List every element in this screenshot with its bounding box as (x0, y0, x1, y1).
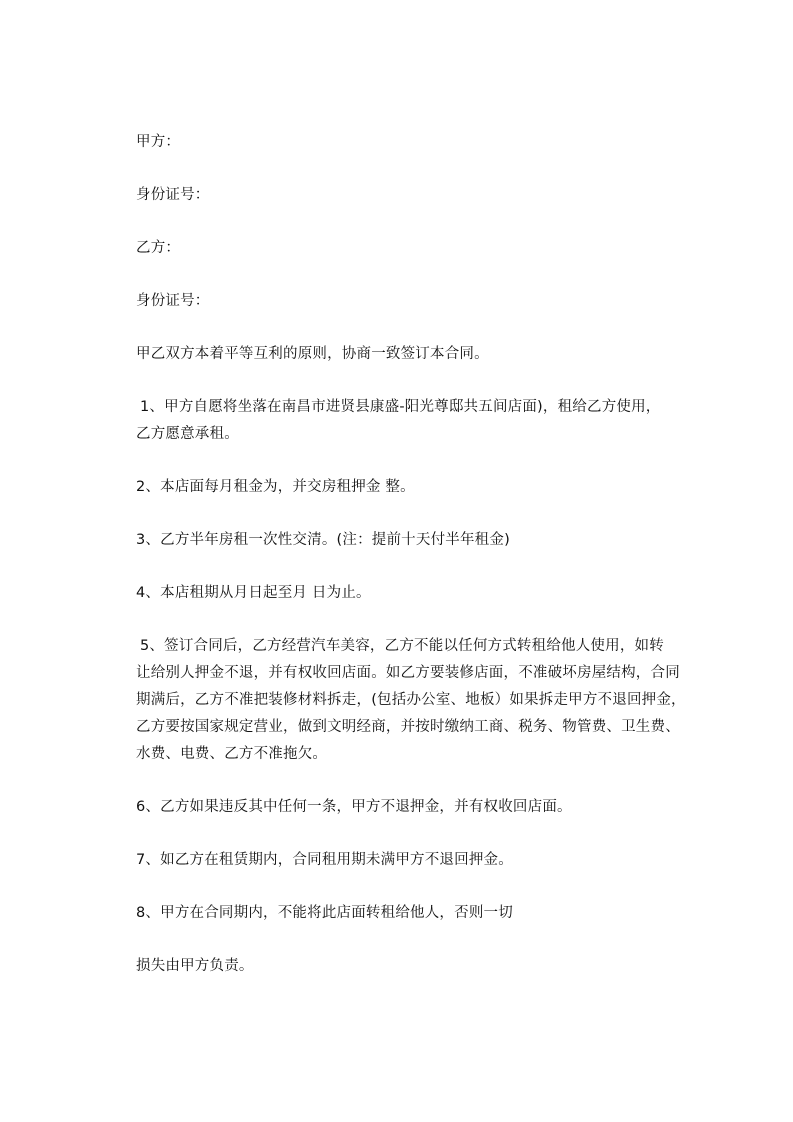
clause-1-line-1: 1、甲方自愿将坐落在南昌市进贤县康盛-阳光尊邸共五间店面)，租给乙方使用， (140, 399, 661, 415)
party-b-id-label: 身份证号： (136, 293, 210, 309)
contract-intro: 甲乙双方本着平等互利的原则，协商一致签订本合同。 (136, 346, 489, 362)
clause-1-line-2: 乙方愿意承租。 (136, 426, 239, 442)
party-a-id-label: 身份证号： (136, 187, 210, 203)
clause-4: 4、本店租期从月日起至月 日为止。 (136, 585, 371, 601)
clause-8: 8、甲方在合同期内，不能将此店面转租给他人，否则一切 (136, 905, 513, 921)
clause-3: 3、乙方半年房租一次性交清。(注：提前十天付半年租金) (136, 532, 510, 548)
clause-7: 7、如乙方在租赁期内，合同租用期未满甲方不退回押金。 (136, 852, 513, 868)
party-a-label: 甲方： (136, 134, 181, 150)
closing-line: 损失由甲方负责。 (136, 958, 254, 974)
party-b-label: 乙方： (136, 240, 181, 256)
clause-5-line-5: 水费、电费、乙方不准拖欠。 (136, 746, 328, 762)
clause-5-line-2: 让给别人押金不退，并有权收回店面。如乙方要装修店面，不准破坏房屋结构，合同 (136, 665, 680, 681)
clause-5-line-1: 5、签订合同后，乙方经营汽车美容，乙方不能以任何方式转租给他人使用，如转 (140, 638, 664, 654)
clause-5-line-3: 期满后，乙方不准把装修材料拆走，(包括办公室、地板）如果拆走甲方不退回押金， (136, 692, 686, 708)
clause-5-line-4: 乙方要按国家规定营业，做到文明经商，并按时缴纳工商、税务、物管费、卫生费、 (136, 719, 680, 735)
clause-6: 6、乙方如果违反其中任何一条，甲方不退押金，并有权收回店面。 (136, 799, 572, 815)
clause-2: 2、本店面每月租金为，并交房租押金 整。 (136, 479, 415, 495)
